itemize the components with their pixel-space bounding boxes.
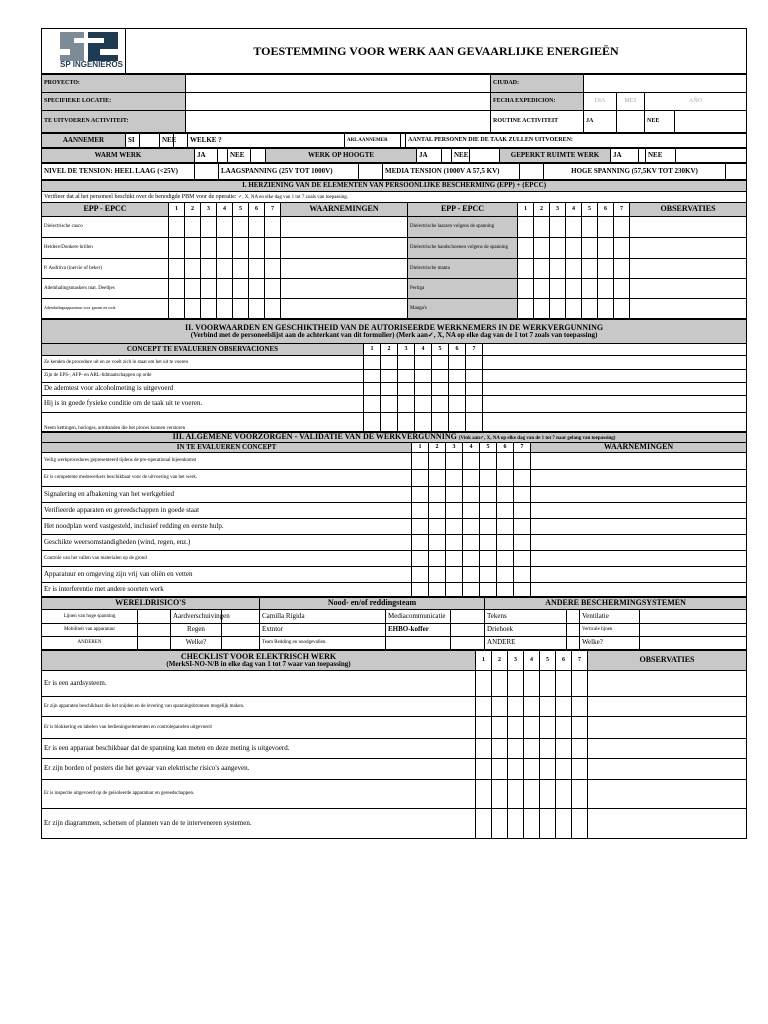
nood-extintor: Extntor <box>260 624 386 637</box>
locatie-field[interactable] <box>186 93 491 111</box>
day-header: 5 <box>432 344 449 356</box>
section3-title-tail: (Vink aan✓, X, NA op elke dag van de 1 tot 7 naar gelang van toepassing) <box>458 436 616 442</box>
voltage-table <box>41 163 747 180</box>
validation-item: Veilig werkprocedures gepresenteerd tijdens de pre-operational bijeenkomst <box>42 453 412 470</box>
risk-anderen: ANDEREN <box>42 637 138 650</box>
ruimte-nee-box[interactable] <box>676 149 747 163</box>
concept-item: Ze kenden de procedure uit en ze voelt zich in staat om het uit te voeren <box>42 356 364 370</box>
section3-title: III. ALGEMENE VOORZORGEN - VALIDATIE VAN DE WERKVERGUNNING <box>172 432 457 442</box>
routine-label: ROUTINE ACTIVITEIT <box>491 111 584 133</box>
andere-sys-header: ANDERE BESCHERMINGSYSTEMEN <box>485 598 747 610</box>
checklist-item: Er zijn apparaten beschikbaar die het snijden en de levering van spanningsbronnen mogelijk maken. <box>42 697 476 717</box>
fecha-label: FECHA EXPEDICION: <box>491 93 584 111</box>
laag-box[interactable] <box>359 164 383 180</box>
routine-nee-box[interactable] <box>675 111 747 133</box>
day-header: 4 <box>566 203 582 217</box>
media-box[interactable] <box>520 164 544 180</box>
table-row <box>42 759 747 780</box>
section1-note <box>42 192 747 203</box>
aannemer-label: AANNEMER <box>42 134 126 148</box>
risk-welke: Welke? <box>171 637 222 650</box>
table-row <box>42 583 747 597</box>
nood-header: Nood- en/of reddingsteam <box>260 598 485 610</box>
section1-table <box>41 180 747 319</box>
section3-col-concept: IN TE EVALUEREN CONCEPT <box>42 443 412 453</box>
hoogte-nee-box[interactable] <box>470 149 500 163</box>
contractor-table <box>41 133 747 148</box>
epp-item: Dielectrische manta <box>408 259 518 279</box>
checklist-subtitle: (MerkSI-NO-N/B in elke dag van 1 tot 7 waar van toepassing) <box>166 660 351 669</box>
day-header: 7 <box>572 651 588 671</box>
table-row <box>42 259 747 279</box>
section2-table <box>41 319 747 432</box>
day-header: 5 <box>540 651 556 671</box>
day-header: 1 <box>476 651 492 671</box>
nood-camilla: Camilla Rigida <box>260 610 386 624</box>
routine-ja[interactable]: JA <box>584 111 617 133</box>
ciudad-field[interactable] <box>584 75 747 93</box>
validation-item: Signalering en afbakening van het werkgebied <box>42 487 412 503</box>
wereld-header: WERELDRISICO'S <box>42 598 260 610</box>
validation-item: Controle van het vallen van materialen op de grond <box>42 551 412 567</box>
warm-werk-ja-box[interactable] <box>218 149 228 163</box>
section1-note-small: ✓, X, NA en elke dag van 1 tot 7 zoals van toepassing. <box>238 194 348 200</box>
routine-nee[interactable]: NEE <box>645 111 675 133</box>
table-row <box>42 809 747 839</box>
checklist-heading <box>42 651 476 671</box>
checklist-item: Er is een aardsysteem. <box>42 671 476 697</box>
table-row <box>42 739 747 759</box>
col-waarnemingen: WAARNEMINGEN <box>281 203 408 217</box>
day-header: 4 <box>463 443 480 453</box>
day-header: 7 <box>614 203 630 217</box>
ruimte-nee[interactable]: NEE <box>646 149 676 163</box>
aantal-label: AANTAL PERSONEN DIE DE TAAK ZULLEN UITVOEREN: <box>406 134 747 148</box>
checklist-item: Er is een apparaat beschikbaar dat de spanning kan meten en deze meting is uitgevoerd. <box>42 739 476 759</box>
checklist-col-obs: OBSERVATIES <box>588 651 747 671</box>
media-label: MEDIA TENSION (1000V A 57,5 KV) <box>383 164 520 180</box>
general-info-table <box>41 74 747 133</box>
table-row <box>42 238 747 259</box>
locatie-label: SPECIFIEKE LOCATIE: <box>42 93 186 111</box>
col-epp-right: EPP - EPCC <box>408 203 518 217</box>
work-type-table <box>41 148 747 163</box>
risk-aard: Aardverschuivingen <box>171 610 222 624</box>
day-header: 2 <box>429 443 446 453</box>
table-row <box>42 413 747 432</box>
laag-label: LAAGSPANNING (25V TOT 1000V) <box>219 164 359 180</box>
hoge-box[interactable] <box>726 164 747 180</box>
table-row <box>42 519 747 535</box>
day-header: 6 <box>598 203 614 217</box>
checklist-item: Er zijn borden of posters die het gevaar van elektrische risico's aangeven. <box>42 759 476 780</box>
validation-item: Verifieerde apparaten en gereedschappen in goede staat <box>42 503 412 519</box>
section2-subtitle: (Verbind met de personeelslijst aan de achterkant van dit formulier) (Merk aan✓, X, NA op elke dag van de 1 tot 7 zoals van toepassing) <box>190 331 598 340</box>
risk-lijnen: Lijnen van hoge spanning <box>42 610 138 624</box>
day-header: 3 <box>550 203 566 217</box>
sys-welke: Welke? <box>580 637 640 650</box>
epp-item: P. Auditiva (inercie of beker) <box>42 259 169 279</box>
table-row <box>42 503 747 519</box>
sys-verticale: Verticale lijnen <box>580 624 640 637</box>
proyecto-label: PROYECTO: <box>42 75 186 93</box>
table-row <box>42 279 747 299</box>
activiteit-label: TE UITVOEREN ACTIVITEIT: <box>42 111 186 133</box>
logo-cell <box>42 29 126 74</box>
aannemer-welke[interactable]: WELKE ? <box>188 134 345 148</box>
section3-table <box>41 432 747 597</box>
warm-werk-nee-box[interactable] <box>251 149 266 163</box>
table-row <box>42 299 747 319</box>
day-header: 6 <box>449 344 466 356</box>
day-header: 3 <box>508 651 524 671</box>
aannemer-nee[interactable]: NEE <box>160 134 174 148</box>
section3-col-obs: WAARNEMINGEN <box>531 443 747 453</box>
table-row <box>42 671 747 697</box>
section2-heading <box>42 320 747 344</box>
hoogte-label: WERK OP HOOGTE <box>266 149 417 163</box>
table-row <box>42 535 747 551</box>
day-header: 4 <box>217 203 233 217</box>
sys-driehoek: Driehoek <box>485 624 567 637</box>
table-row <box>42 396 747 413</box>
day-header: 3 <box>446 443 463 453</box>
checklist-item: Er is blokkering en labelen van bedieningselementen en controlepanelen uitgevoerd <box>42 717 476 739</box>
day-header: 1 <box>169 203 185 217</box>
day-header: 1 <box>518 203 534 217</box>
section3-heading <box>42 433 747 443</box>
arl-aannemer-label: ARL AANNEMER <box>345 134 401 148</box>
epp-item: Dielectrische laarzen volgens de spanning <box>408 217 518 238</box>
concept-item: Neem kettingen, horloges, armbanden die het proces kunnen verstoren <box>42 413 364 432</box>
table-row <box>42 551 747 567</box>
page-title: TOESTEMMING VOOR WERK AAN GEVAARLIJKE ENERGIEËN <box>126 29 747 74</box>
sys-tekens: Tekens <box>485 610 567 624</box>
sys-ventilatie: Ventilatie <box>580 610 640 624</box>
ano-field[interactable]: AÑO <box>645 93 747 111</box>
nood-ehbo: EHBO-koffer <box>386 624 451 637</box>
validation-item: Er is interferentie met andere soorten werk <box>42 583 412 597</box>
nood-team: Team Redding en noodgevallen. <box>260 637 386 650</box>
epp-item: Pertiga <box>408 279 518 299</box>
day-header: 5 <box>233 203 249 217</box>
checklist-item: Er is inspectie uitgevoerd op de geïsoleerde apparatuur en gereedschappen. <box>42 780 476 809</box>
table-row <box>42 717 747 739</box>
epp-item: Heldere/Donkere brillen <box>42 238 169 259</box>
validation-item: Er is competente medewerkers beschikbaar voor de uitvoering van het werk. <box>42 470 412 487</box>
warm-werk-ja[interactable]: JA <box>195 149 218 163</box>
hoogte-ja-box[interactable] <box>442 149 452 163</box>
day-header: 3 <box>201 203 217 217</box>
day-header: 1 <box>412 443 429 453</box>
checklist-table <box>41 650 747 839</box>
permit-form <box>41 28 746 839</box>
day-header: 1 <box>364 344 381 356</box>
table-row <box>42 453 747 470</box>
dia-field[interactable]: DIA <box>584 93 617 111</box>
epp-item: Dielectrische handschoenen volgens de spanning <box>408 238 518 259</box>
warm-werk-nee[interactable]: NEE <box>228 149 251 163</box>
section1-title: I. HERZIENING VAN DE ELEMENTEN VAN PERSOONLIJKE BESCHERMING (EPP) + (EPCC) <box>42 181 747 192</box>
hoogte-nee[interactable]: NEE <box>452 149 470 163</box>
table-row <box>42 217 747 238</box>
risk-regen: Regen <box>171 624 222 637</box>
checklist-item: Er zijn diagrammen, schetsen of plannen van de te interveneren systemen. <box>42 809 476 839</box>
day-header: 5 <box>582 203 598 217</box>
table-row <box>42 356 747 370</box>
day-header: 2 <box>185 203 201 217</box>
hoogte-ja[interactable]: JA <box>417 149 442 163</box>
validation-item: Geschikte weersomstandigheden (wind, regen, enz.) <box>42 535 412 551</box>
risks-table <box>41 597 747 650</box>
ruimte-ja-box[interactable] <box>639 149 646 163</box>
ruimte-label: GEPERKT RUIMTE WERK <box>500 149 611 163</box>
epp-item: Ademhalingsmaskers mat. Deeltjes <box>42 279 169 299</box>
hoge-label: HOGE SPANNING (57,5KV TOT 230KV) <box>544 164 726 180</box>
nivel-label: NIVEL DE TENSION: HEEL LAAG (<25V) <box>42 164 195 180</box>
day-header: 5 <box>480 443 497 453</box>
sys-andere: ANDERE <box>485 637 567 650</box>
concept-item: Hij is in goede fysieke conditie om de taak uit te voeren. <box>42 396 364 413</box>
ciudad-label: CIUDAD: <box>491 75 584 93</box>
day-header: 6 <box>497 443 514 453</box>
activiteit-field[interactable] <box>186 111 491 133</box>
section2-title: II. VOORWAARDEN EN GESCHIKTHEID VAN DE AUTORISEERDE WERKNEMERS IN DE WERKVERGUNNING <box>185 322 604 332</box>
day-header: 2 <box>492 651 508 671</box>
table-row <box>42 370 747 383</box>
logo-text: SP INGENIEROS <box>60 60 123 69</box>
table-row <box>42 780 747 809</box>
mes-field[interactable]: MES <box>617 93 645 111</box>
day-header: 2 <box>381 344 398 356</box>
table-row <box>42 487 747 503</box>
nivel-box[interactable] <box>195 164 219 180</box>
day-header: 7 <box>265 203 281 217</box>
nood-media: Mediacommunicatie <box>386 610 451 624</box>
col-observaties: OBSERVATIES <box>630 203 747 217</box>
day-header: 3 <box>398 344 415 356</box>
concept-item: De ademtest voor alcoholmeting is uitgevoerd <box>42 383 364 396</box>
validation-item: Het noodplan werd vastgesteld, inclusief redding en eerste hulp. <box>42 519 412 535</box>
day-header: 7 <box>514 443 531 453</box>
table-row <box>42 383 747 396</box>
section2-col-concept: CONCEPT TE EVALUEREN OBSERVACIONES <box>42 344 364 356</box>
routine-ja-box[interactable] <box>617 111 645 133</box>
section1-note-text: Verifieer dat al het personeel beschikt over de benodigde PBM voor de operatie: <box>44 193 237 200</box>
header-table <box>41 28 747 74</box>
epp-item: Manga's <box>408 299 518 319</box>
day-header: 7 <box>466 344 483 356</box>
risk-mobiliteit: Mobiliteit van apparatuur <box>42 624 138 637</box>
concept-item: Zijn de EPS-, AFP- en ARL-lidmaatschappen op orde <box>42 370 364 383</box>
epp-item: Ademhalingsapparatuur voor gassen en rook <box>42 299 169 319</box>
day-header: 6 <box>249 203 265 217</box>
aannemer-si[interactable]: SI <box>126 134 140 148</box>
validation-item: Apparatuur en omgeving zijn vrij van oliën en vetten <box>42 567 412 583</box>
table-row <box>42 567 747 583</box>
ruimte-ja[interactable]: JA <box>611 149 639 163</box>
table-row <box>42 697 747 717</box>
table-row <box>42 470 747 487</box>
epp-item: Dielectrische casco <box>42 217 169 238</box>
day-header: 6 <box>556 651 572 671</box>
day-header: 4 <box>415 344 432 356</box>
day-header: 4 <box>524 651 540 671</box>
col-epp-left: EPP - EPCC <box>42 203 169 217</box>
aannemer-si-box[interactable] <box>140 134 160 148</box>
checklist-title: CHECKLIST VOOR ELEKTRISCH WERK <box>180 651 337 661</box>
warm-werk-label: WARM WERK <box>42 149 195 163</box>
day-header: 2 <box>534 203 550 217</box>
proyecto-field[interactable] <box>186 75 491 93</box>
